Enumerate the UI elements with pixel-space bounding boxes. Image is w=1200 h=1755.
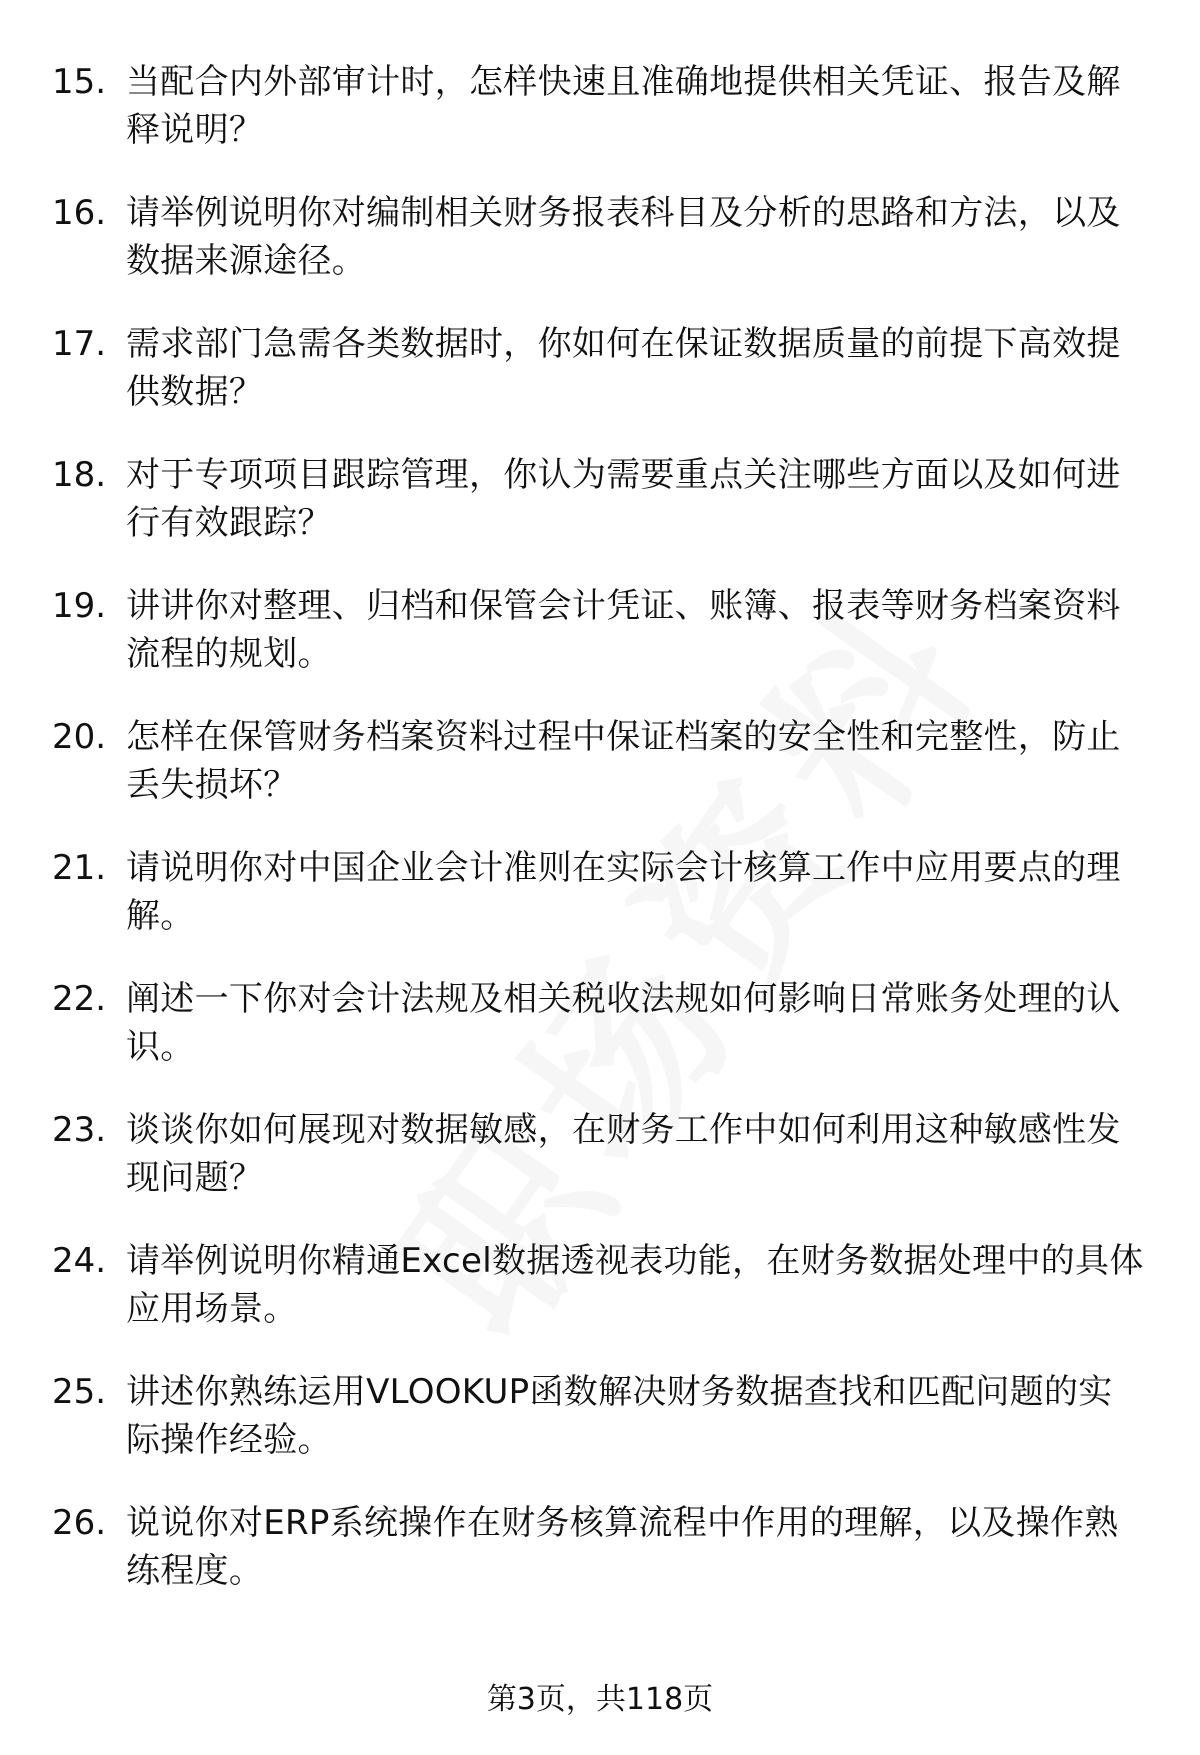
question-item <box>0 451 1200 582</box>
question-text: 怎样在保管财务档案资料过程中保证档案的安全性和完整性，防止丢失损坏？ <box>126 717 1121 805</box>
question-list <box>0 58 1200 1630</box>
question-number: 22. <box>52 979 107 1019</box>
question-number: 20. <box>52 717 107 757</box>
question-item <box>0 1237 1200 1368</box>
question-text: 对于专项项目跟踪管理，你认为需要重点关注哪些方面以及如何进行有效跟踪？ <box>126 455 1121 543</box>
question-number: 23. <box>52 1110 107 1150</box>
question-text: 讲讲你对整理、归档和保管会计凭证、账簿、报表等财务档案资料流程的规划。 <box>126 586 1121 674</box>
question-text: 需求部门急需各类数据时，你如何在保证数据质量的前提下高效提供数据？ <box>126 324 1121 412</box>
question-number: 16. <box>52 193 107 233</box>
question-text: 当配合内外部审计时，怎样快速且准确地提供相关凭证、报告及解释说明？ <box>126 62 1121 150</box>
question-text: 请举例说明你对编制相关财务报表科目及分析的思路和方法，以及数据来源途径。 <box>126 193 1121 281</box>
question-number: 17. <box>52 324 107 364</box>
question-number: 21. <box>52 848 107 888</box>
question-text: 讲述你熟练运用VLOOKUP函数解决财务数据查找和匹配问题的实际操作经验。 <box>126 1372 1113 1460</box>
question-number: 18. <box>52 455 107 495</box>
question-item <box>0 320 1200 451</box>
question-item <box>0 189 1200 320</box>
question-text: 请举例说明你精通Excel数据透视表功能，在财务数据处理中的具体应用场景。 <box>126 1241 1144 1329</box>
question-number: 26. <box>52 1503 107 1543</box>
question-number: 15. <box>52 62 107 102</box>
question-text: 阐述一下你对会计法规及相关税收法规如何影响日常账务处理的认识。 <box>126 979 1121 1067</box>
question-text: 请说明你对中国企业会计准则在实际会计核算工作中应用要点的理解。 <box>126 848 1121 936</box>
page-indicator: 第3页，共118页 <box>486 1682 714 1717</box>
question-number: 25. <box>52 1372 107 1412</box>
question-item <box>0 58 1200 189</box>
question-text: 说说你对ERP系统操作在财务核算流程中作用的理解，以及操作熟练程度。 <box>126 1503 1119 1591</box>
question-number: 24. <box>52 1241 107 1281</box>
question-item <box>0 713 1200 844</box>
question-item <box>0 1499 1200 1630</box>
question-item <box>0 1106 1200 1237</box>
question-item <box>0 1368 1200 1499</box>
question-item <box>0 844 1200 975</box>
question-number: 19. <box>52 586 107 626</box>
question-item <box>0 582 1200 713</box>
question-item <box>0 975 1200 1106</box>
question-text: 谈谈你如何展现对数据敏感，在财务工作中如何利用这种敏感性发现问题？ <box>126 1110 1121 1198</box>
